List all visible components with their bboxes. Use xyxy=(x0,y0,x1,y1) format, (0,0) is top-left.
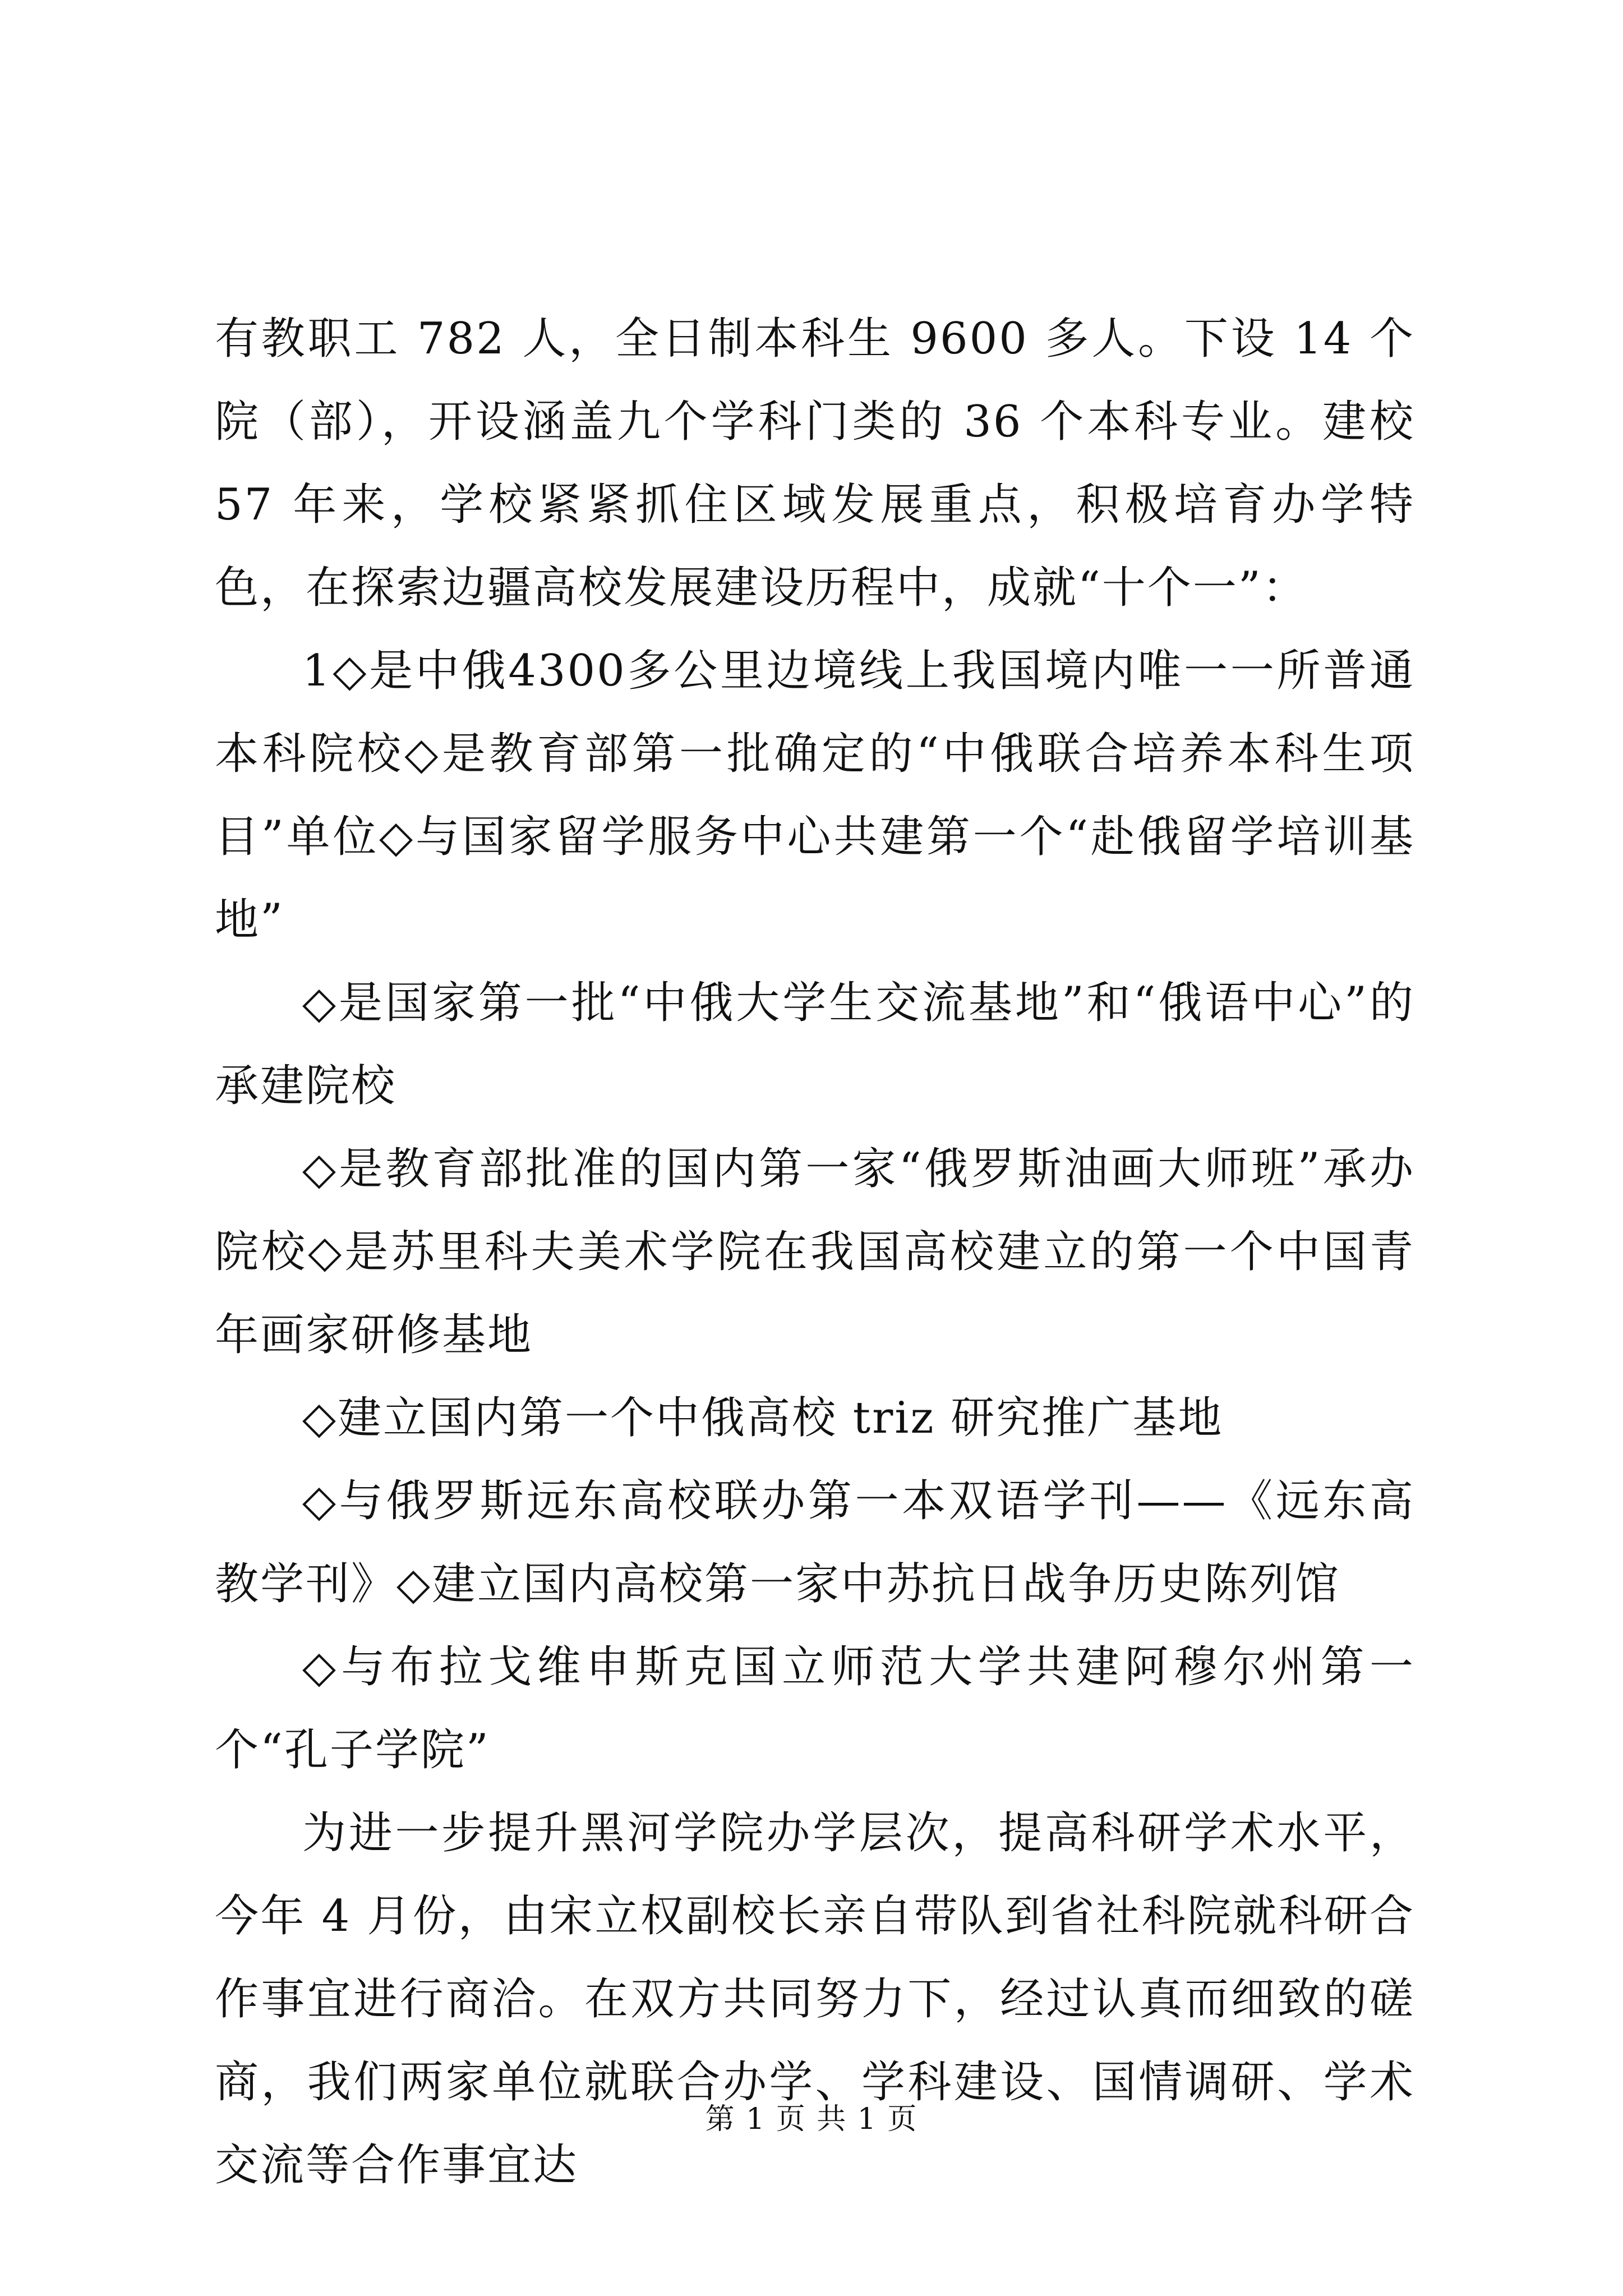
paragraph-6: ◇与俄罗斯远东高校联办第一本双语学刊——《远东高教学刊》◇建立国内高校第一家中苏抗日战争历史陈列馆 xyxy=(215,1476,1415,1609)
paragraph-7: ◇与布拉戈维申斯克国立师范大学共建阿穆尔州第一个“孔子学院” xyxy=(215,1642,1415,1775)
paragraph-8: 为进一步提升黑河学院办学层次，提高科研学术水平，今年 4 月份，由宋立权副校长亲自带队到省社科院就科研合作事宜进行商洽。在双方共同努力下，经过认真而细致的磋商，我们两家单位就联合办学、学科建设、国情调研、学术交流等合作事宜达 xyxy=(215,1808,1415,2191)
page-footer: 第 1 页 共 1 页 xyxy=(705,2102,918,2136)
document-body xyxy=(215,297,1415,2207)
paragraph-3: ◇是国家第一批“中俄大学生交流基地”和“俄语中心”的承建院校 xyxy=(215,978,1415,1111)
paragraph-1: 有教职工 782 人，全日制本科生 9600 多人。下设 14 个院（部），开设涵盖九个学科门类的 36 个本科专业。建校 57 年来，学校紧紧抓住区域发展重点，积极培育办学特色，在探索边疆高校发展建设历程中，成就“十个一”： xyxy=(215,314,1415,613)
paragraph-4: ◇是教育部批准的国内第一家“俄罗斯油画大师班”承办院校◇是苏里科夫美术学院在我国高校建立的第一个中国青年画家研修基地 xyxy=(215,1144,1415,1360)
paragraph-5: ◇建立国内第一个中俄高校 triz 研究推广基地 xyxy=(302,1393,1224,1443)
paragraph-2: 1◇是中俄4300多公里边境线上我国境内唯一一所普通本科院校◇是教育部第一批确定的“中俄联合培养本科生项目”单位◇与国家留学服务中心共建第一个“赴俄留学培训基地” xyxy=(215,646,1415,945)
